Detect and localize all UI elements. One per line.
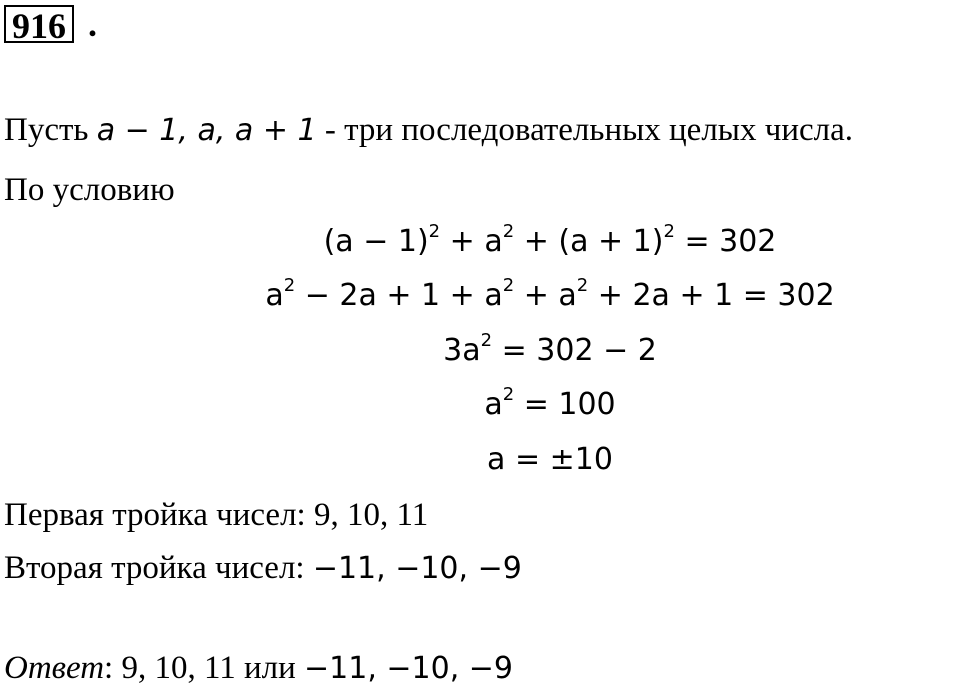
- eq1-exp: 2: [502, 221, 515, 242]
- intro-expression: a − 1, a, a + 1: [96, 113, 317, 148]
- second-triple-line: [4, 548, 522, 589]
- answer-line: [4, 648, 513, 689]
- intro-line: [4, 110, 853, 151]
- eq1-part: + a: [440, 224, 503, 259]
- answer-text: 9, 10, 11 или: [121, 650, 305, 686]
- eq3-part: 3a: [443, 333, 481, 368]
- equation-5: [0, 440, 960, 480]
- eq4-exp: 2: [502, 384, 515, 405]
- eq3-exp: 2: [480, 330, 493, 351]
- equation-2: [0, 276, 960, 316]
- equation-3: [0, 331, 960, 371]
- condition-label: По условию: [4, 172, 175, 208]
- eq5-part: a = ±10: [487, 442, 613, 477]
- eq2-part: + 2a + 1 = 302: [588, 278, 835, 313]
- eq2-exp: 2: [576, 275, 589, 296]
- eq1-part: + (a + 1): [514, 224, 664, 259]
- eq2-part: − 2a + 1 + a: [295, 278, 503, 313]
- eq1-exp: 2: [428, 221, 441, 242]
- second-triple-label: Вторая тройка чисел:: [4, 550, 313, 586]
- eq3-part: = 302 − 2: [492, 333, 657, 368]
- equation-4: [0, 385, 960, 425]
- answer-label: Ответ: [4, 650, 105, 686]
- first-triple-values: 9, 10, 11: [313, 497, 429, 533]
- first-triple-line: [4, 495, 428, 535]
- eq2-part: + a: [514, 278, 577, 313]
- first-triple-label: Первая тройка чисел:: [4, 497, 314, 533]
- intro-prefix: Пусть: [4, 112, 97, 148]
- answer-values: −11, −10, −9: [304, 651, 514, 686]
- eq2-exp: 2: [283, 275, 296, 296]
- eq4-part: = 100: [514, 387, 616, 422]
- eq4-part: a: [484, 387, 503, 422]
- equation-1: [0, 222, 960, 262]
- second-triple-values: −11, −10, −9: [312, 551, 522, 586]
- answer-colon: :: [104, 650, 122, 686]
- problem-number: 916: [4, 5, 74, 43]
- eq1-exp: 2: [663, 221, 675, 242]
- eq1-part: (a − 1): [323, 224, 429, 259]
- intro-suffix: - три последовательных целых числа.: [316, 112, 853, 148]
- eq1-part: = 302: [674, 224, 777, 259]
- problem-number-dot: .: [88, 4, 97, 44]
- eq2-exp: 2: [502, 275, 515, 296]
- eq2-part: a: [265, 278, 284, 313]
